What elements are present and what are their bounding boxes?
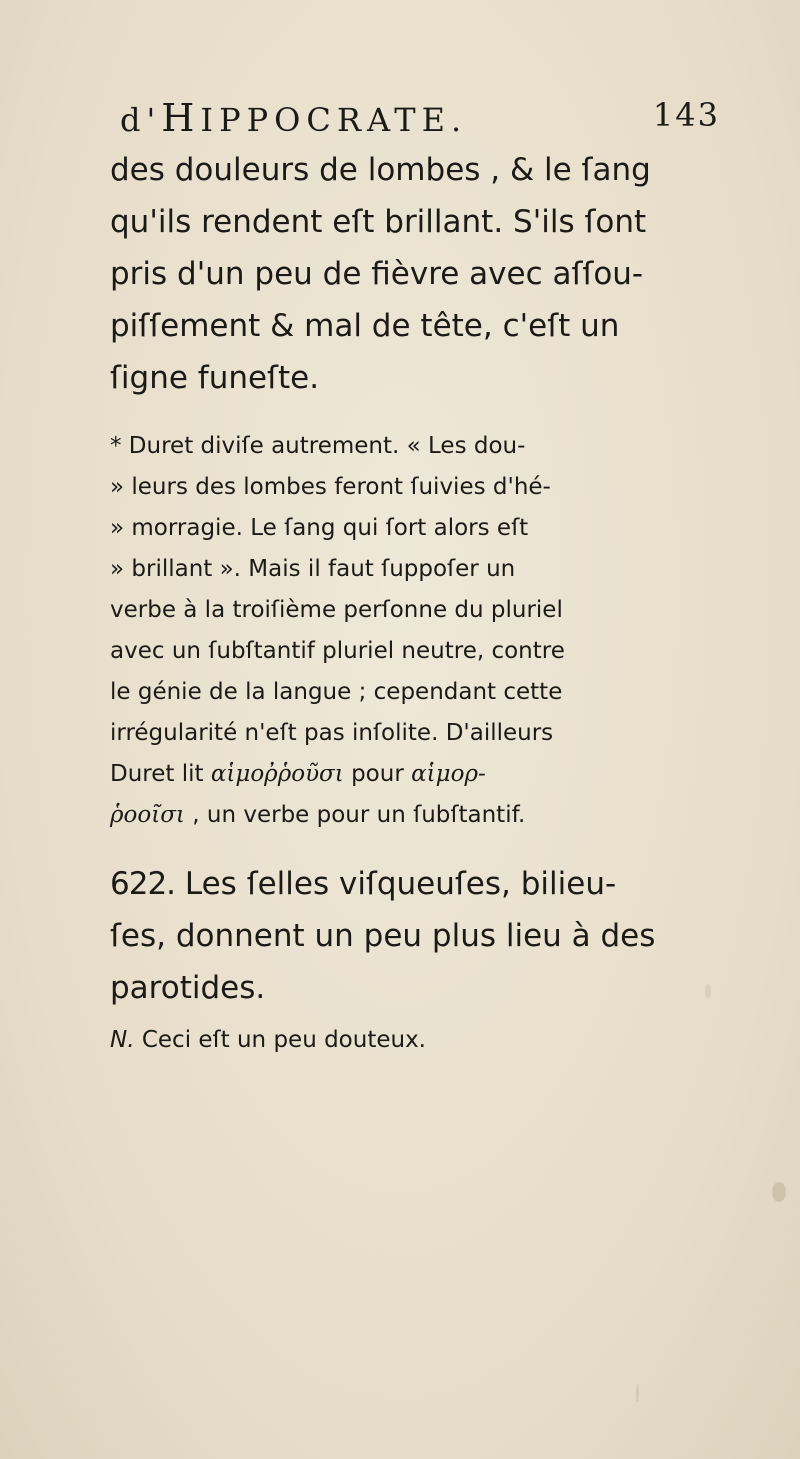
paragraph-1: [110, 144, 730, 404]
greek-word: αἱμορ-: [411, 761, 486, 787]
footnote-text: Duret lit: [110, 761, 211, 787]
footnote-1-line: irrégularité n'eſt pas inſolite. D'ailleurs: [110, 720, 554, 746]
paper-stain: [772, 1182, 786, 1202]
footnote-2-line: [110, 1020, 730, 1061]
greek-word: αἱμοῤῥοῦσι: [210, 761, 344, 787]
paper-stain: [636, 1384, 639, 1402]
footnote-1-line: » morragie. Le ſang qui ſort alors eſt: [110, 515, 529, 541]
paragraph-622: [110, 858, 730, 1014]
title-rest: IPPOCRATE.: [200, 101, 468, 139]
paragraph-1-line: pris d'un peu de fièvre avec aſſou-: [110, 256, 644, 292]
paper-stain: [705, 984, 711, 998]
footnote-1-line: avec un ſubſtantif pluriel neutre, contre: [110, 638, 565, 664]
footnote-1-line: * Duret diviſe autrement. « Les dou-: [110, 433, 526, 459]
footnote-1-line: [110, 795, 730, 836]
footnote-2: [110, 1020, 730, 1061]
running-head-title: [120, 96, 467, 140]
paragraph-622-line: parotides.: [110, 970, 266, 1006]
paragraph-622-line: [110, 858, 730, 910]
footnote-1-line: le génie de la langue ; cependant cette: [110, 679, 563, 705]
footnote-1: [110, 426, 730, 836]
greek-word: ῥοοῖσι: [110, 802, 185, 828]
title-prefix: d': [120, 101, 162, 139]
running-head: [120, 96, 720, 140]
paragraph-622-text: Les ſelles viſqueuſes, bilieu-: [175, 866, 617, 902]
paragraph-1-line: ſigne funeſte.: [110, 360, 320, 396]
footnote-1-line: » leurs des lombes feront ſuivies d'hé-: [110, 474, 551, 500]
footnote-1-line: [110, 754, 730, 795]
footnote-1-line: » brillant ». Mais il faut ſuppoſer un: [110, 556, 516, 582]
aphorism-number: 622.: [110, 866, 176, 902]
page-number: 143: [652, 96, 720, 134]
title-capital: H: [161, 96, 201, 140]
footnote-text: Ceci eſt un peu douteux.: [134, 1027, 426, 1053]
footnote-1-line: verbe à la troiſième perſonne du pluriel: [110, 597, 563, 623]
paragraph-622-line: ſes, donnent un peu plus lieu à des: [110, 918, 656, 954]
note-marker: N.: [110, 1027, 135, 1053]
paragraph-1-line: qu'ils rendent eſt brillant. S'ils ſont: [110, 204, 647, 240]
paragraph-1-line: des douleurs de lombes , & le ſang: [110, 152, 651, 188]
paragraph-1-line: piſſement & mal de tête, c'eſt un: [110, 308, 620, 344]
footnote-text: pour: [343, 761, 412, 787]
footnote-text: , un verbe pour un ſubſtantif.: [184, 802, 526, 828]
